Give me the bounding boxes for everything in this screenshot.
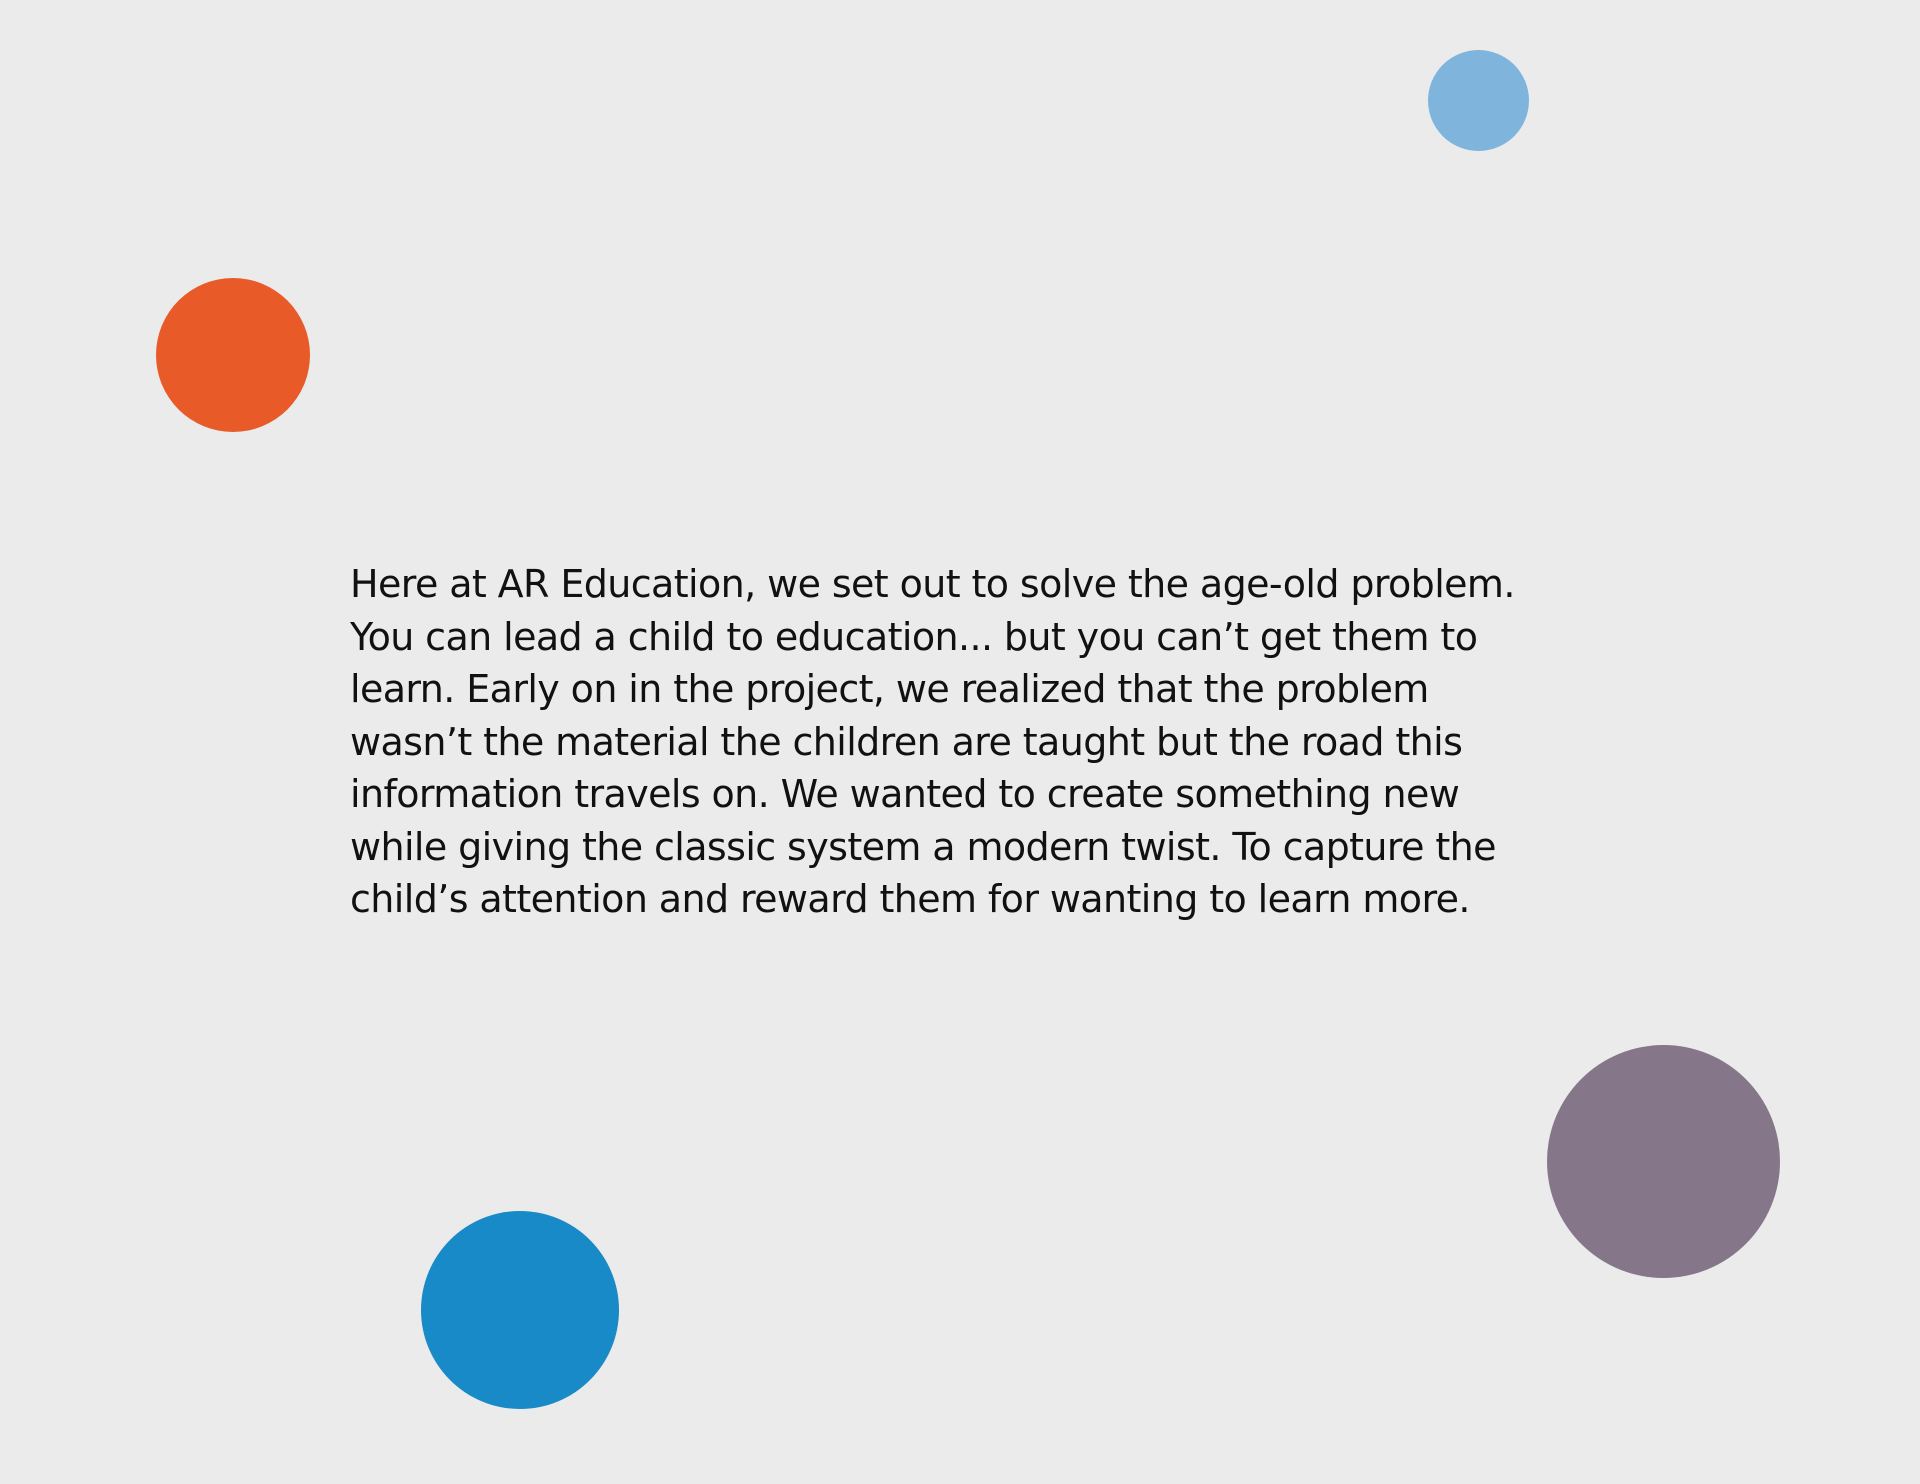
- blue-circle: [421, 1211, 619, 1409]
- intro-line: wasn’t the material the children are taught but the road this: [350, 719, 1463, 764]
- intro-line: while giving the classic system a modern twist. To capture the: [350, 824, 1496, 869]
- light-blue-circle: [1428, 50, 1529, 151]
- intro-line: Here at AR Education, we set out to solve the age-old problem.: [350, 562, 1515, 606]
- intro-line: learn. Early on in the project, we realized that the problem: [350, 667, 1429, 711]
- purple-circle: [1547, 1045, 1780, 1278]
- intro-line: child’s attention and reward them for wanting to learn more.: [350, 877, 1470, 921]
- intro-line: information travels on. We wanted to create something new: [350, 772, 1460, 816]
- intro-paragraph: [350, 558, 1650, 926]
- intro-line: You can lead a child to education... but you can’t get them to: [350, 614, 1478, 659]
- orange-circle: [156, 278, 310, 432]
